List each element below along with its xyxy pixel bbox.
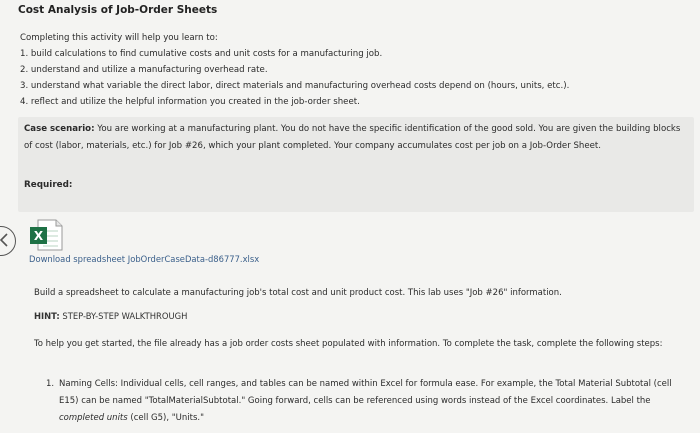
case-scenario-label: Case scenario:: [24, 124, 95, 134]
step-text-part: (cell G5), "Units.": [127, 413, 205, 423]
objective-item: 2. understand and utilize a manufacturing overhead rate.: [20, 65, 268, 75]
hint-walkthrough-link[interactable]: STEP-BY-STEP WALKTHROUGH: [59, 311, 188, 321]
download-spreadsheet-link[interactable]: Download spreadsheet JobOrderCaseData-d86777.xlsx: [29, 254, 260, 264]
objective-item: 3. understand what variable the direct labor, direct materials and manufacturing overhead costs depend on (hours, units, etc.).: [20, 81, 570, 91]
intro-lead: Completing this activity will help you learn to:: [20, 33, 218, 43]
steps-list: [46, 376, 686, 427]
case-scenario-text: [24, 121, 688, 155]
excel-file-icon[interactable]: [29, 219, 63, 251]
objective-item: 4. reflect and utilize the helpful information you created in the job-order sheet.: [20, 97, 360, 107]
page-title: Cost Analysis of Job-Order Sheets: [18, 4, 218, 16]
objective-item: 1. build calculations to find cumulative costs and unit costs for a manufacturing job.: [20, 49, 383, 59]
required-heading: Required:: [24, 180, 73, 190]
step-emphasis: completed units: [59, 413, 128, 423]
objectives-list: [20, 46, 690, 110]
step-text-part: Naming Cells: Individual cells, cell ranges, and tables can be named within Excel for formula ease. For example, the Total Material Subtotal (cell E15) can be named "TotalMaterialSubtotal." Going forward, cells can be referenced using words instead of the Excel coordinates. Label the: [59, 379, 672, 406]
excel-icon-letter: X: [33, 229, 44, 243]
chevron-left-icon: [0, 233, 9, 247]
step-text: [59, 376, 686, 427]
hint-line: [34, 311, 187, 321]
previous-page-button[interactable]: [0, 226, 16, 256]
intro-section: [20, 30, 690, 110]
step-number: 1.: [46, 379, 55, 389]
help-text: To help you get started, the file already has a job order costs sheet populated with information. To complete the task, complete the following steps:: [34, 339, 663, 349]
case-scenario-body: You are working at a manufacturing plant. You do not have the specific identification of the good sold. You are given the building blocks of cost (labor, materials, etc.) for Job #26, which your plant completed. Your company accumulates cost per job on a Job-Order Sheet.: [24, 124, 681, 151]
hint-label: HINT:: [34, 311, 60, 321]
case-scenario-box: [18, 117, 694, 212]
task-description: Build a spreadsheet to calculate a manufacturing job's total cost and unit product cost. This lab uses "Job #26" information.: [34, 288, 562, 298]
step-item: [46, 376, 686, 427]
